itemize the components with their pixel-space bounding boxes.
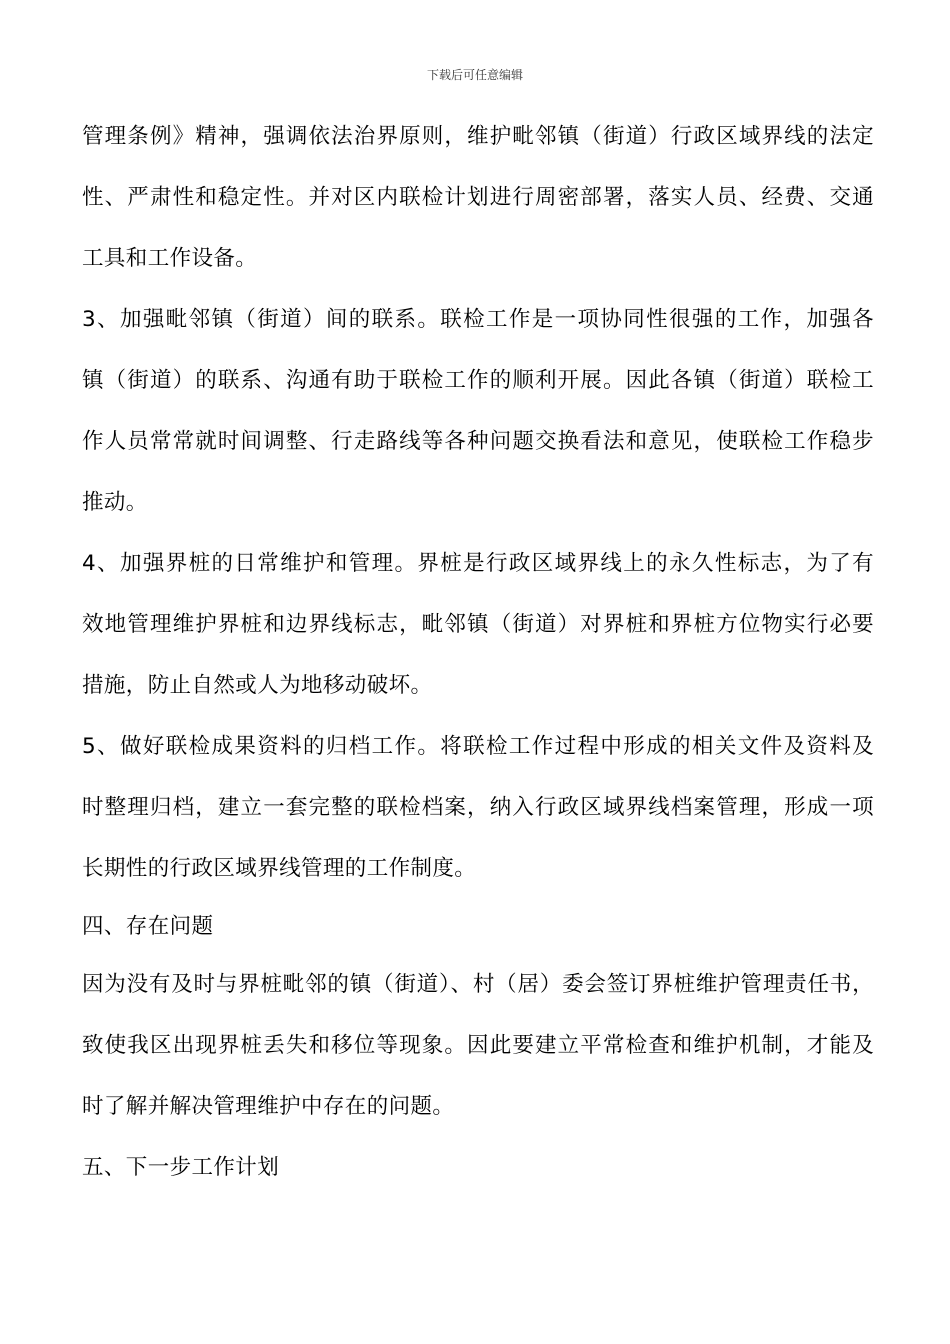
page-header-note: 下载后可任意编辑 xyxy=(426,68,523,82)
text-line: 作人员常常就时间调整、行走路线等各种问题交换看法和意见，使联检工作稳步 xyxy=(82,429,874,454)
text-line: 致使我区出现界桩丢失和移位等现象。因此要建立平常检查和维护机制，才能及 xyxy=(82,1033,874,1058)
text-line: 镇（街道）的联系、沟通有助于联检工作的顺利开展。因此各镇（街道）联检工 xyxy=(82,368,874,393)
text-line: 因为没有及时与界桩毗邻的镇（街道）、村（居）委会签订界桩维护管理责任书， xyxy=(82,972,874,997)
section-heading: 四、存在问题 xyxy=(82,914,214,939)
text-line: 管理条例》精神，强调依法治界原则，维护毗邻镇（街道）行政区域界线的法定 xyxy=(82,124,874,149)
text-line: 措施，防止自然或人为地移动破坏。 xyxy=(82,673,433,698)
section-heading: 五、下一步工作计划 xyxy=(82,1155,280,1180)
text-line: 长期性的行政区域界线管理的工作制度。 xyxy=(82,856,477,881)
text-line: 时了解并解决管理维护中存在的问题。 xyxy=(82,1094,455,1119)
text-line: 工具和工作设备。 xyxy=(82,246,258,271)
text-line: 推动。 xyxy=(82,490,148,515)
text-line: 4、加强界桩的日常维护和管理。界桩是行政区域界线上的永久性标志，为了有 xyxy=(82,551,874,576)
document-body xyxy=(82,118,874,1210)
text-line: 3、加强毗邻镇（街道）间的联系。联检工作是一项协同性很强的工作，加强各 xyxy=(82,307,874,332)
text-line: 性、严肃性和稳定性。并对区内联检计划进行周密部署，落实人员、经费、交通 xyxy=(82,185,874,210)
text-line: 效地管理维护界桩和边界线标志，毗邻镇（街道）对界桩和界桩方位物实行必要 xyxy=(82,612,874,637)
text-line: 时整理归档，建立一套完整的联检档案，纳入行政区域界线档案管理，形成一项 xyxy=(82,795,874,820)
text-line: 5、做好联检成果资料的归档工作。将联检工作过程中形成的相关文件及资料及 xyxy=(82,734,874,759)
